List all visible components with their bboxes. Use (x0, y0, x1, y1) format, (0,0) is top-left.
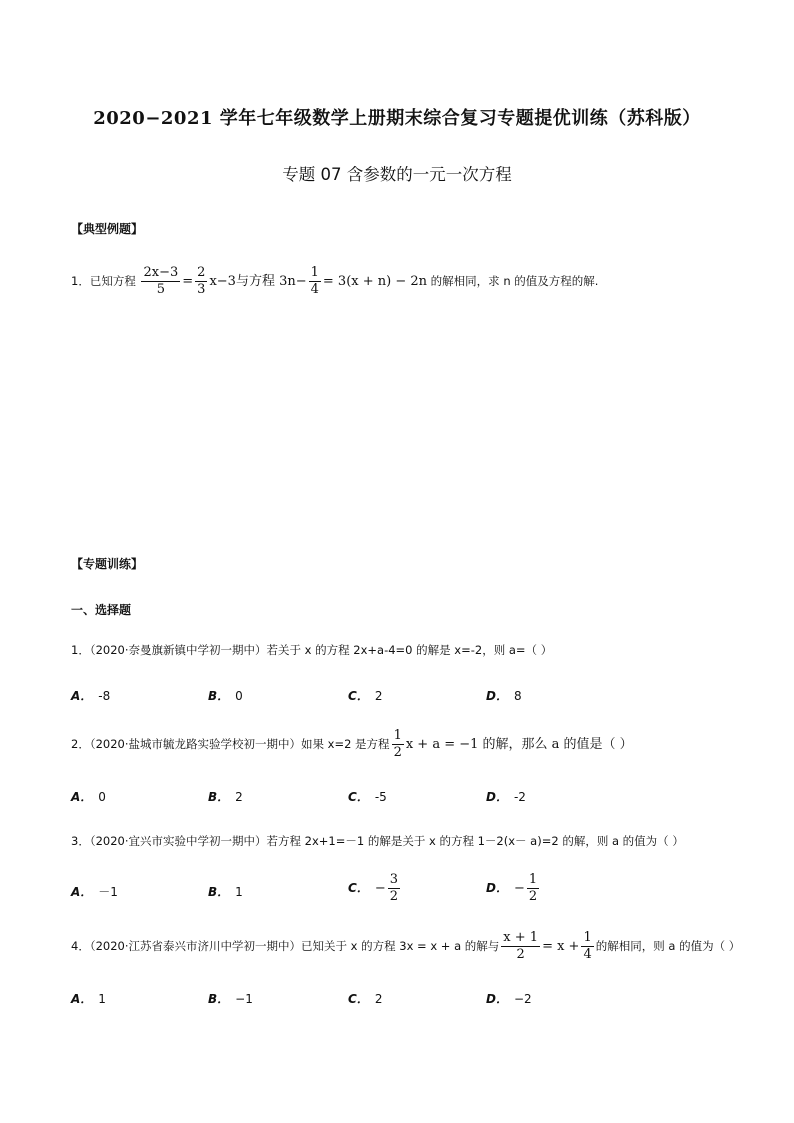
q1-option-d: D． 8 (486, 689, 522, 703)
q2-option-a: A． 0 (71, 790, 106, 804)
question-1: 1．（2020·奈曼旗新镇中学初一期中）若关于 x 的方程 2x+a-4=0 的解是 x=-2，则 a=（ ） (71, 643, 553, 657)
q2-option-d: D． -2 (486, 790, 526, 804)
q3-option-d: D． − $\frac{1}{2}$ (486, 872, 538, 904)
question-2: 2．（2020·盐城市毓龙路实验学校初一期中）如果 x=2 是方程 $\frac{1}{2}$ x + a = −1 的解，那么 a 的值是（ ） (71, 728, 633, 760)
question-number: 1． (71, 274, 90, 288)
q1-option-a: A． -8 (71, 689, 111, 703)
section-training-heading: 【专题训练】 (71, 557, 144, 571)
fraction-1-over-4-q4: $\frac{1}{4}$ (583, 930, 592, 962)
topic-subtitle: 专题 07 含参数的一元一次方程 (282, 165, 512, 184)
q4-option-b: B． −1 (208, 992, 253, 1006)
section-choice-heading: 一、选择题 (71, 603, 132, 617)
q3-option-a: A． －1 (71, 885, 118, 899)
fraction-x-plus-1-over-2: $\frac{x + 1}{2}$ (503, 930, 539, 962)
q2-option-b: B． 2 (208, 790, 243, 804)
fraction-2-over-3: $\frac{2}{3}$ (197, 265, 206, 297)
fraction-1-over-2: $\frac{1}{2}$ (393, 728, 402, 760)
fraction-2x-3-over-5: $\frac{2x-3}{5}$ (143, 265, 179, 297)
document-title: 2020−2021 学年七年级数学上册期末综合复习专题提优训练（苏科版） (93, 108, 701, 129)
example-question-1: 1．已知方程 $\frac{2x-3}{5}$ = $\frac{2}{3}$ x−3与方程 3n− $\frac{1}{4}$ = 3(x + n) − 2n 的解相同，求 n 的值及方程的解. (71, 265, 599, 297)
q1-option-c: C． 2 (348, 689, 383, 703)
fraction-1-over-2-neg: $\frac{1}{2}$ (528, 872, 538, 904)
question-3: 3．（2020·宜兴市实验中学初一期中）若方程 2x+1=－1 的解是关于 x 的方程 1－2(x－ a)=2 的解，则 a 的值为（ ） (71, 834, 684, 848)
q4-option-a: A． 1 (71, 992, 106, 1006)
fraction-3-over-2: $\frac{3}{2}$ (389, 872, 398, 904)
q4-option-c: C． 2 (348, 992, 383, 1006)
q1-option-b: B． 0 (208, 689, 243, 703)
fraction-1-over-4: $\frac{1}{4}$ (310, 265, 319, 297)
q3-option-c: C． − $\frac{3}{2}$ (348, 872, 398, 904)
question-text: 已知方程 (89, 274, 136, 288)
section-example-heading: 【典型例题】 (71, 222, 144, 236)
q2-option-c: C． -5 (348, 790, 387, 804)
q3-option-b: B． 1 (208, 885, 243, 899)
question-4: 4．（2020·江苏省泰兴市济川中学初一期中）已知关于 x 的方程 3x = x + a 的解与 $\frac{x + 1}{2}$ = x + $\frac{1}{4}$ 的解相同，则 a 的值为（ ） (71, 930, 741, 962)
q4-option-d: D． −2 (486, 992, 532, 1006)
